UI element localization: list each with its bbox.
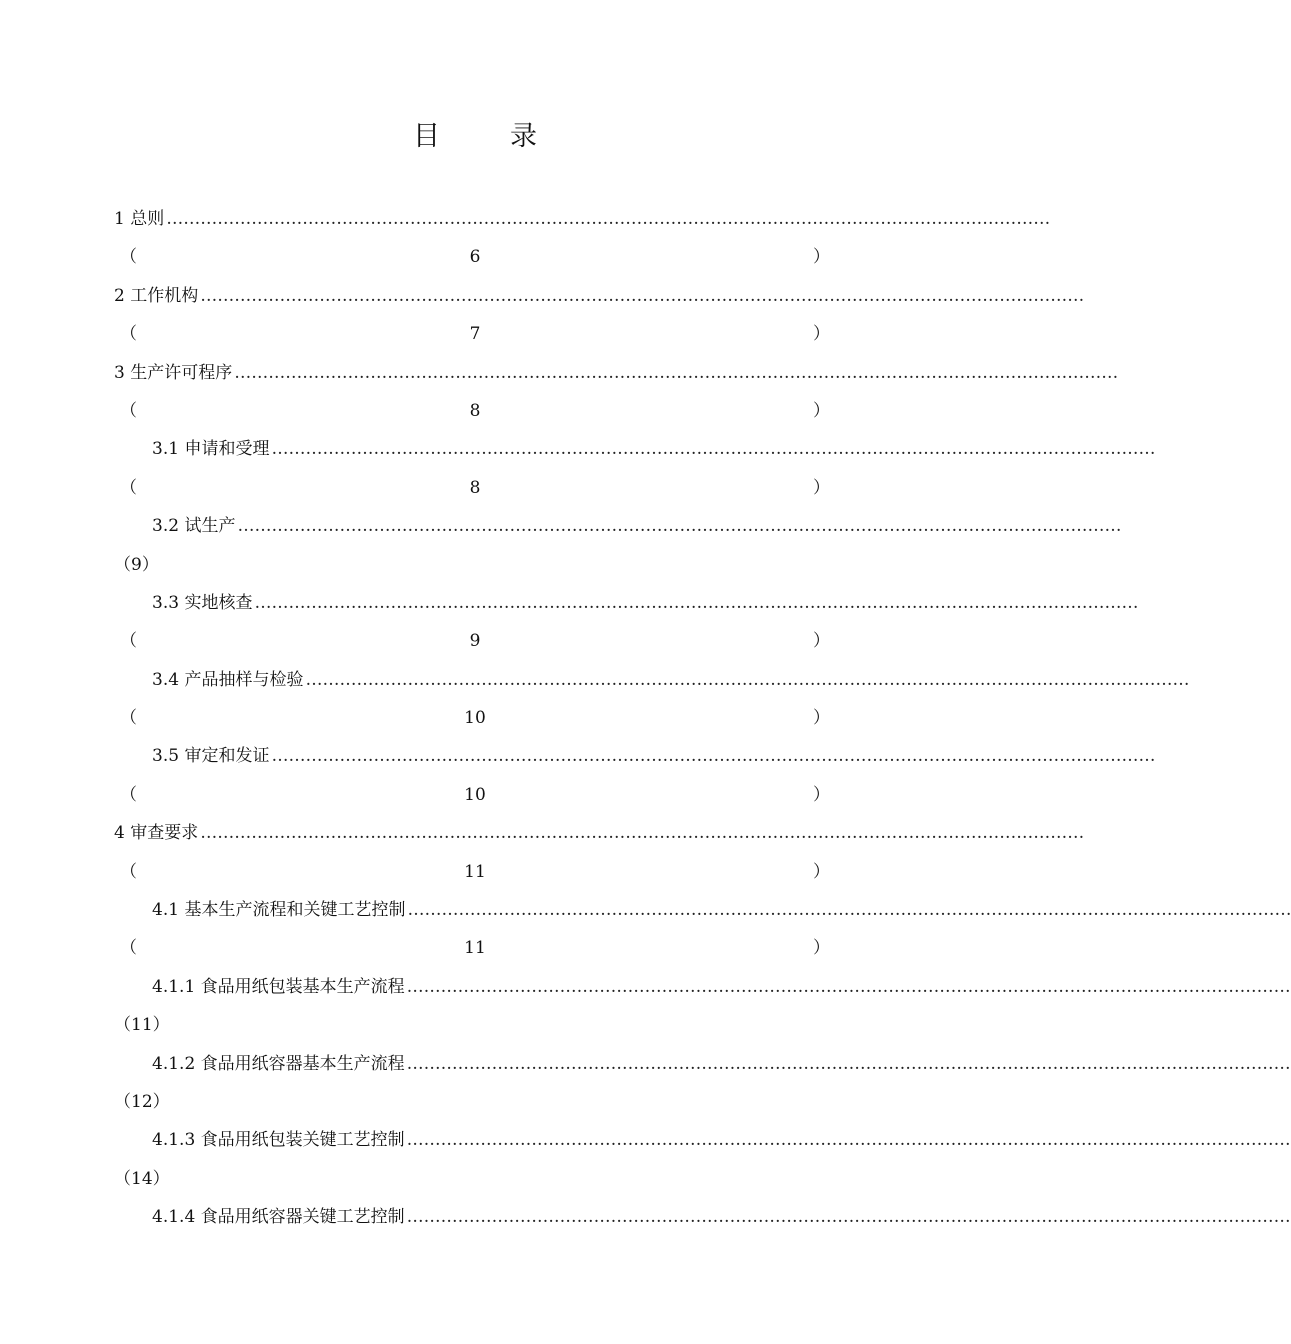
toc-page-number-4: （ 11 ）	[120, 861, 830, 882]
title-char-1: 目	[413, 121, 440, 152]
toc-entry-label: 4.1.4 食品用纸容器关键工艺控制	[152, 1207, 405, 1228]
dot-leader: …………………………………………………………………………………………………………………………………………	[237, 516, 1122, 537]
toc-entry-label: 3.3 实地核查	[152, 592, 253, 613]
toc-entry-3-4[interactable]	[114, 661, 1190, 699]
toc-entry-3[interactable]	[114, 354, 1119, 392]
toc-entry-4[interactable]	[114, 814, 1085, 852]
toc-entry-4-1-3[interactable]	[114, 1121, 1291, 1159]
toc-entry-3-2[interactable]	[114, 507, 1122, 545]
dot-leader: …………………………………………………………………………………………………………………………………………	[234, 362, 1119, 383]
dot-leader: …………………………………………………………………………………………………………………………………………	[406, 976, 1291, 997]
toc-page-number-4-1-1: （11）	[114, 1015, 170, 1036]
toc-page-number-4-1-3: （14）	[114, 1168, 170, 1189]
dot-leader: …………………………………………………………………………………………………………………………………………	[254, 592, 1139, 613]
toc-page-number-4-1: （ 11 ）	[120, 938, 830, 959]
toc-entry-label: 4.1.1 食品用纸包装基本生产流程	[152, 976, 405, 997]
toc-entry-label: 3.5 审定和发证	[152, 746, 270, 767]
dot-leader: …………………………………………………………………………………………………………………………………………	[271, 439, 1156, 460]
toc-entry-4-1-1[interactable]	[114, 968, 1291, 1006]
dot-leader: …………………………………………………………………………………………………………………………………………	[166, 209, 1051, 229]
toc-entry-label: 3.1 申请和受理	[152, 439, 270, 460]
toc-page-number-3: （ 8 ）	[120, 400, 830, 421]
toc-entry-4-1-4[interactable]	[114, 1198, 1291, 1236]
toc-entry-label: 3.2 试生产	[152, 516, 236, 537]
toc-entry-label: 3.4 产品抽样与检验	[152, 669, 304, 690]
toc-entry-3-1[interactable]	[114, 430, 1156, 468]
dot-leader: …………………………………………………………………………………………………………………………………………	[271, 746, 1156, 767]
toc-entry-1[interactable]	[114, 200, 1051, 238]
toc-page-number-2: （ 7 ）	[120, 324, 830, 345]
toc-entry-label: 2 工作机构	[114, 285, 199, 306]
toc-page-number-3-5: （ 10 ）	[120, 784, 830, 805]
toc-page-number-3-3: （ 9 ）	[120, 631, 830, 652]
toc-entry-3-3[interactable]	[114, 584, 1139, 622]
toc-entry-label: 4.1.3 食品用纸包装关键工艺控制	[152, 1130, 405, 1151]
toc-entry-2[interactable]	[114, 277, 1085, 315]
toc-entry-label: 4.1 基本生产流程和关键工艺控制	[152, 900, 406, 921]
toc-page-number-3-1: （ 8 ）	[120, 477, 830, 498]
toc-page-number-3-2: （9）	[114, 554, 159, 575]
toc-entry-label: 4 审查要求	[114, 823, 199, 844]
title-char-2: 录	[510, 121, 537, 152]
toc-entry-label: 4.1.2 食品用纸容器基本生产流程	[152, 1053, 405, 1074]
dot-leader: …………………………………………………………………………………………………………………………………………	[200, 823, 1085, 844]
toc-entry-label: 1 总则	[114, 209, 165, 229]
toc-entry-3-5[interactable]	[114, 737, 1156, 775]
toc-entry-4-1-2[interactable]	[114, 1045, 1291, 1083]
dot-leader: …………………………………………………………………………………………………………………………………………	[200, 285, 1085, 306]
table-of-contents	[114, 200, 1291, 1237]
page-title	[0, 114, 950, 153]
dot-leader: …………………………………………………………………………………………………………………………………………	[406, 1053, 1291, 1074]
toc-page-number-3-4: （ 10 ）	[120, 708, 830, 729]
dot-leader: …………………………………………………………………………………………………………………………………………	[406, 1130, 1291, 1151]
dot-leader: …………………………………………………………………………………………………………………………………………	[406, 1207, 1291, 1228]
dot-leader: …………………………………………………………………………………………………………………………………………	[407, 900, 1291, 921]
toc-entry-label: 3 生产许可程序	[114, 362, 233, 383]
toc-entry-4-1[interactable]	[114, 891, 1291, 929]
toc-page-number-1: （ 6 ）	[120, 247, 830, 268]
dot-leader: …………………………………………………………………………………………………………………………………………	[305, 669, 1190, 690]
toc-page-number-4-1-2: （12）	[114, 1091, 170, 1112]
